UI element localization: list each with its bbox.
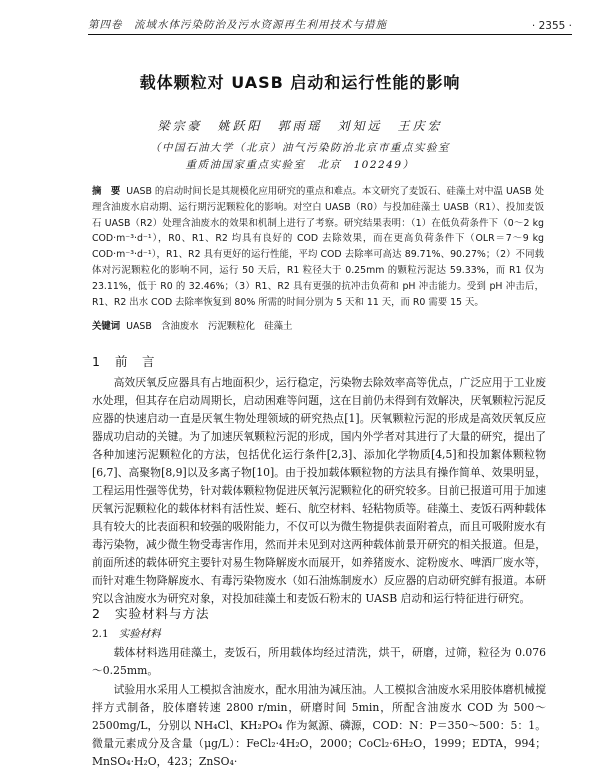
subsection-number: 2.1 — [92, 628, 109, 640]
author-list: 梁宗豪 姚跃阳 郭雨瑶 刘知远 王庆宏 — [157, 119, 443, 133]
materials-paragraph: 载体材料选用硅藻土，麦饭石，所用载体均经过清洗，烘干，研磨，过筛，粒径为 0.076～0.25mm。 — [92, 646, 546, 677]
page-number: · 2355 · — [531, 20, 572, 32]
subsection-title: 实验材料 — [118, 628, 161, 640]
section-heading-1 — [92, 352, 155, 370]
subsection-heading — [92, 626, 161, 641]
running-head-title: 第四卷 流域水体污染防治及污水资源再生利用技术与措施 — [88, 19, 387, 31]
abstract — [92, 184, 544, 310]
keywords — [92, 318, 544, 332]
section-title: 实验材料与方法 — [114, 606, 210, 621]
affiliation-line-2: 重质油国家重点实验室 北京 102249） — [185, 159, 415, 171]
intro-paragraph: 高效厌氧反应器具有占地面积少，运行稳定，污染物去除效率高等优点，广泛应用于工业废水处理，但其存在启动周期长，启动困难等问题，这在目前仍未得到有效解决，厌氧颗粒污泥反应器的快速启动一直是厌氧生物处理领域的研究热点[1]。厌氧颗粒污泥的形成是高效厌氧反应器成功启动的关键。为了加速厌氧颗粒污泥的形成，国内外学者对其进行了大量的研究，提出了各种加速污泥颗粒化的方法，包括优化运行条件[2,3]、添加化学物质[4,5]和投加絮体颗粒物[6,7]、高聚物[8,9]以及多离子物[10]。由于投加载体颗粒物的方法具有操作简单、效果明显，工程运用性强等优势，针对载体颗粒物促进厌氧污泥颗粒化的研究较多。目前已报道可用于加速厌氧污泥颗粒化的载体材料有活性炭、蛭石、航空材料、轻粘物质等。硅藻土、麦饭石两种载体具有较大的比表面积和较强的吸附能力，不仅可以为微生物提供表面附着点，而且可吸附废水有毒污染物，减少微生物受毒害作用，然而并未见到对这两种载体前景开研究的相关报道。但是，前面所述的载体研究主要针对易生物降解废水而展开，如养猪废水、淀粉废水、啤酒厂废水等，而针对难生物降解废水、有毒污染物废水（如石油炼制废水）反应器的启动研究鲜有报道。本研究以含油废水为研究对象，对投加硅藻土和麦饭石粉末的 UASB 启动和运行特征进行研究。 — [92, 376, 546, 605]
keywords-text: UASB 含油废水 污泥颗粒化 硅藻土 — [126, 321, 293, 332]
section-number: 2 — [92, 606, 101, 621]
affiliation-line-1: （中国石油大学（北京）油气污染防治北京市重点实验室 — [150, 142, 450, 154]
abstract-text: UASB 的启动时间长是其规模化应用研究的重点和难点。本文研究了麦饭石、硅藻土对中温 UASB 处理含油废水启动期、运行期污泥颗粒化的影响。对空白 UASB（R0）与投加硅藻土 UASB（R1）、投加麦饭石 UASB（R2）处理含油废水的效果和机制上进行了考察。研究结果表明：（1）在低负荷条件下（0～2 kg COD·m⁻³·d⁻¹），R0、R1、R2 均具有良好的 COD 去除效果，而在更高负荷条件下（OLR＝7～9 kg COD·m⁻³·d⁻¹），R1、R2 具有更好的运行性能，平均 COD 去除率可高达 89.71%、90.27%；（2）不同载体对污泥颗粒化的影响不同，运行 50 天后，R1 粒径大于 0.25mm 的颗粒污泥达 59.33%，而 R1 仅为 23.11%，低于 R0 的 32.46%；（3）R1、R2 具有更强的抗冲击负荷和 pH 冲击能力。受到 pH 冲击后，R1、R2 出水 COD 去除率恢复到 80% 所需的时间分别为 5 天和 11 天，而 R0 需要 15 天。 — [92, 186, 544, 308]
paper-title: 载体颗粒对 UASB 启动和运行性能的影响 — [139, 73, 461, 92]
header-rule — [88, 34, 572, 35]
section-number: 1 — [92, 354, 101, 369]
keywords-label: 关键词 — [92, 321, 121, 332]
section-title: 前 言 — [114, 354, 156, 369]
section-heading-2 — [92, 604, 209, 622]
running-head — [88, 14, 572, 32]
abstract-label: 摘 要 — [92, 186, 121, 197]
water-paragraph: 试验用水采用人工模拟含油废水，配水用油为减压油。人工模拟含油废水采用胶体磨机械搅拌方式制备，胶体磨转速 2800 r/min，研磨时间 5min，所配含油废水 COD 为 500～2500mg/L，分别以 NH₄Cl、KH₂PO₄ 作为氮源、磷源，COD：N：P＝350～500：5：1。微量元素成分及含量（μg/L）：FeCl₂·4H₂O，2000；CoCl₂·6H₂O，1999；EDTA，994；MnSO₄·H₂O，423；ZnSO₄· — [92, 683, 546, 768]
